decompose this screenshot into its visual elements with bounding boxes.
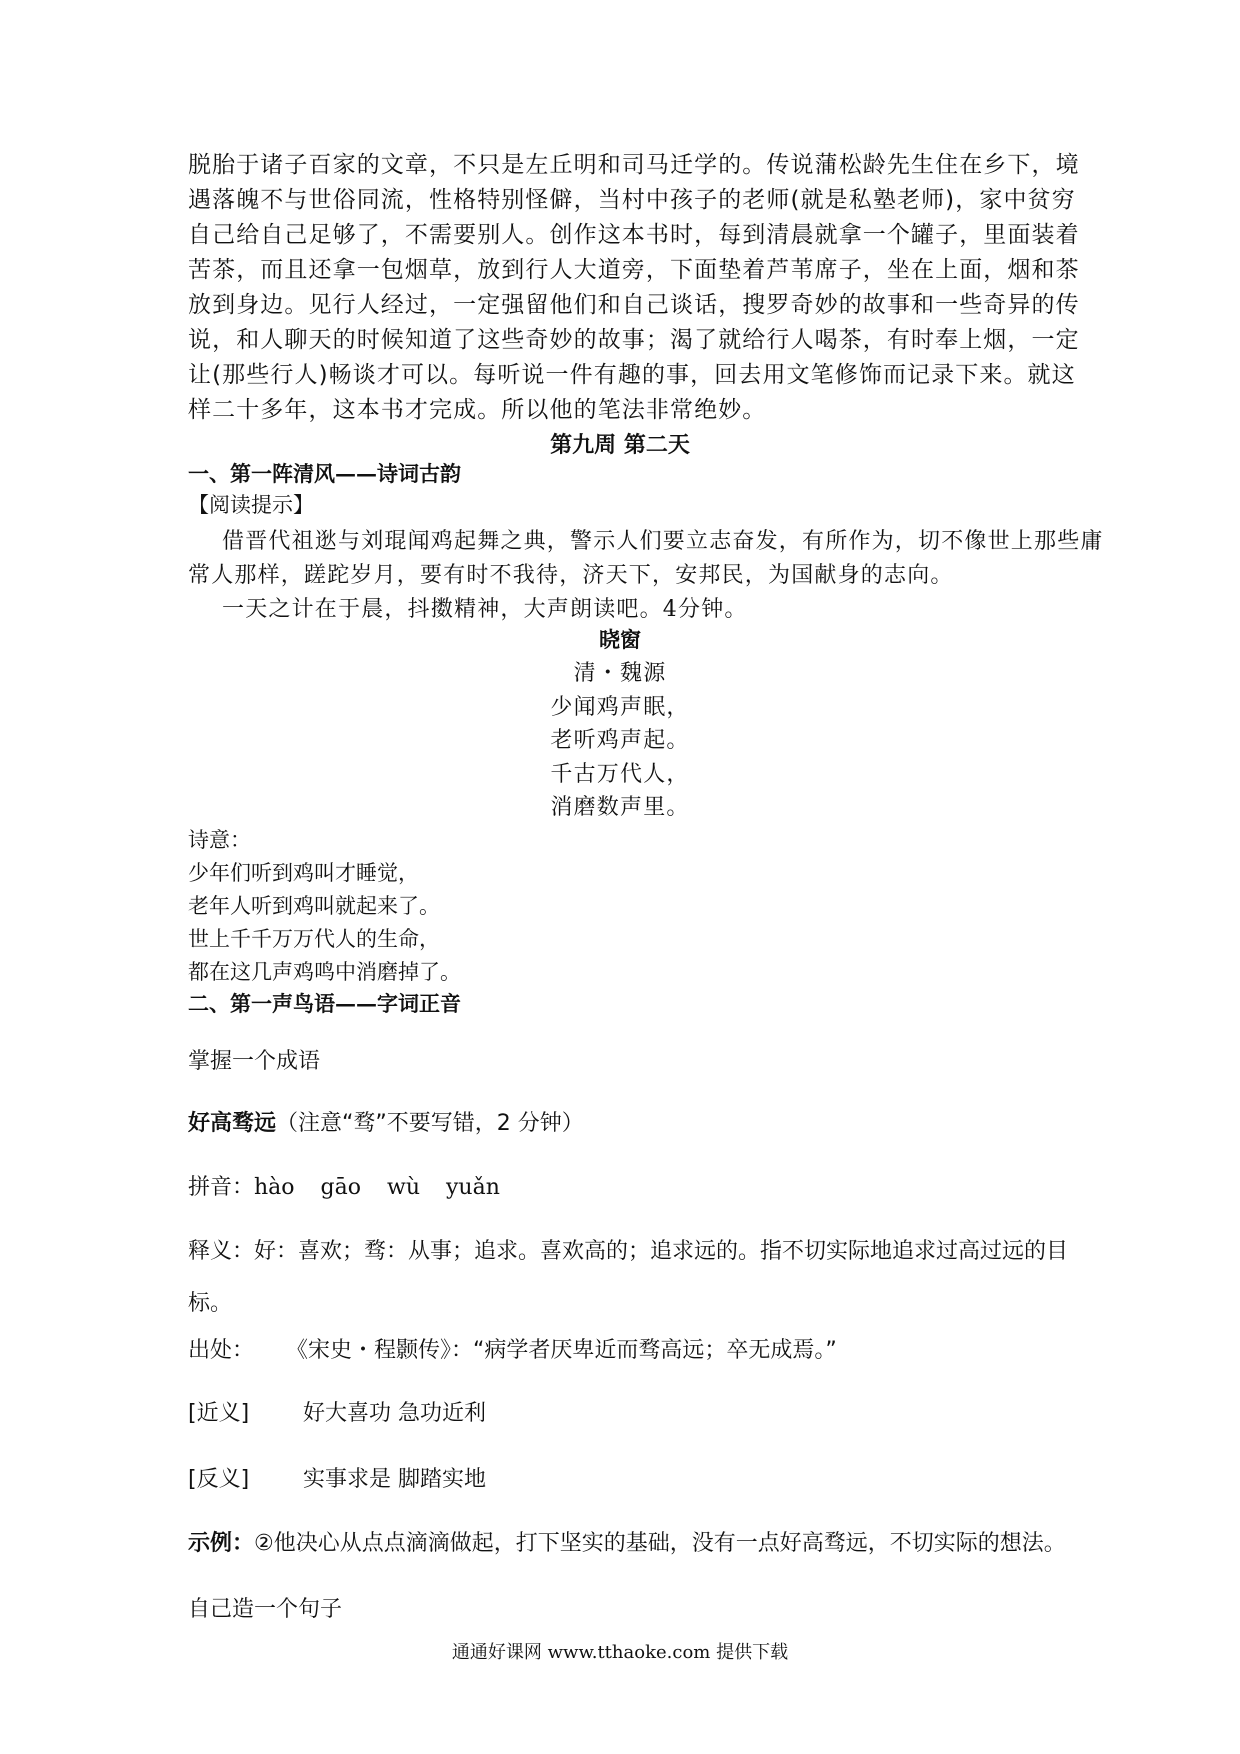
pinyin-syllable: wù — [387, 1175, 420, 1200]
synonym-label: [近义] — [188, 1401, 250, 1426]
source-text: 《宋史・程颢传》：“病学者厌卑近而骛高远；卒无成焉。” — [286, 1338, 837, 1363]
definition-text: 好：喜欢；骛：从事；追求。喜欢高的；追求远的。指不切实际地追求过高过远的目 — [254, 1239, 1069, 1264]
page-footer: 通通好课网 www.tthaoke.com 提供下载 — [451, 1642, 789, 1663]
reading-tip-label: 【阅读提示】 — [188, 493, 314, 517]
synonym-text: 好大喜功 急功近利 — [303, 1401, 486, 1426]
example-label: 示例： — [188, 1531, 255, 1556]
week-title: 第九周 第二天 — [550, 433, 690, 458]
pinyin-values — [254, 1175, 526, 1200]
example-text: ②他决心从点点滴滴做起，打下坚实的基础，没有一点好高骛远，不切实际的想法。 — [254, 1531, 1066, 1556]
example-row — [188, 1526, 1066, 1557]
idiom-line — [188, 1106, 584, 1137]
poem-title: 晓窗 — [599, 627, 641, 652]
antonym-text: 实事求是 脚踏实地 — [303, 1467, 486, 1492]
make-sentence-label: 自己造一个句子 — [188, 1597, 343, 1622]
poem-meaning-line: 少年们听到鸡叫才睡觉， — [188, 861, 419, 885]
poem-meaning-line: 老年人听到鸡叫就起来了。 — [188, 894, 440, 918]
source-label: 出处： — [188, 1338, 255, 1363]
paragraph-line: 苦茶，而且还拿一包烟草，放到行人大道旁，下面垫着芦苇席子，坐在上面，烟和茶 — [188, 257, 1080, 283]
antonym-label: [反义] — [188, 1467, 250, 1492]
poem-line: 消磨数声里。 — [550, 795, 690, 820]
pinyin-row — [188, 1170, 526, 1201]
paragraph-line: 遇落魄不与世俗同流，性格特别怪僻，当村中孩子的老师(就是私塾老师)，家中贫穷 — [188, 187, 1076, 213]
definition-label: 释义： — [188, 1239, 255, 1264]
definition-continuation: 标。 — [188, 1291, 233, 1316]
idiom-note: （注意“骛”不要写错，2 分钟） — [276, 1111, 584, 1136]
intro-paragraph — [188, 148, 1080, 428]
paragraph-line: 让(那些行人)畅谈才可以。每听说一件有趣的事，回去用文笔修饰而记录下来。就这 — [188, 362, 1076, 388]
poem-meaning-line: 都在这几声鸡鸣中消磨掉了。 — [188, 960, 461, 984]
section1-heading: 一、第一阵清风——诗词古韵 — [188, 461, 461, 486]
poem-line: 千古万代人， — [550, 762, 690, 787]
poem-meaning-label: 诗意： — [188, 828, 251, 852]
pinyin-syllable: hào — [254, 1175, 295, 1200]
poem-line: 少闻鸡声眠， — [550, 695, 690, 720]
section2-heading: 二、第一声鸟语——字词正音 — [188, 991, 461, 1016]
pinyin-label: 拼音： — [188, 1175, 255, 1200]
master-idiom-label: 掌握一个成语 — [188, 1049, 321, 1074]
pinyin-syllable: gāo — [320, 1175, 361, 1200]
definition-row — [188, 1234, 1068, 1265]
poem-meaning-line: 世上千千万万代人的生命， — [188, 927, 440, 951]
paragraph-line: 样二十多年，这本书才完成。所以他的笔法非常绝妙。 — [188, 397, 767, 423]
pinyin-syllable: yuǎn — [446, 1175, 500, 1200]
paragraph-line: 说，和人聊天的时候知道了这些奇妙的故事；渴了就给行人喝茶，有时奉上烟，一定 — [188, 327, 1080, 353]
reading-instruction: 一天之计在于晨，抖擞精神，大声朗读吧。4分钟。 — [222, 597, 748, 622]
paragraph-line: 放到身边。见行人经过，一定强留他们和自己谈话，搜罗奇妙的故事和一些奇异的传 — [188, 292, 1080, 318]
poem-author: 清・魏源 — [573, 661, 667, 686]
paragraph-line: 自己给自己足够了，不需要别人。创作这本书时，每到清晨就拿一个罐子，里面装着 — [188, 222, 1080, 248]
reading-tip-line: 借晋代祖逖与刘琨闻鸡起舞之典，警示人们要立志奋发，有所作为，切不像世上那些庸 — [222, 529, 1104, 554]
reading-tip-line: 常人那样，蹉跎岁月，要有时不我待，济天下，安邦民，为国献身的志向。 — [188, 563, 954, 588]
paragraph-line: 脱胎于诸子百家的文章，不只是左丘明和司马迁学的。传说蒲松龄先生住在乡下，境 — [188, 152, 1080, 178]
poem-line: 老听鸡声起。 — [550, 728, 690, 753]
idiom-word: 好高骛远 — [188, 1111, 277, 1136]
